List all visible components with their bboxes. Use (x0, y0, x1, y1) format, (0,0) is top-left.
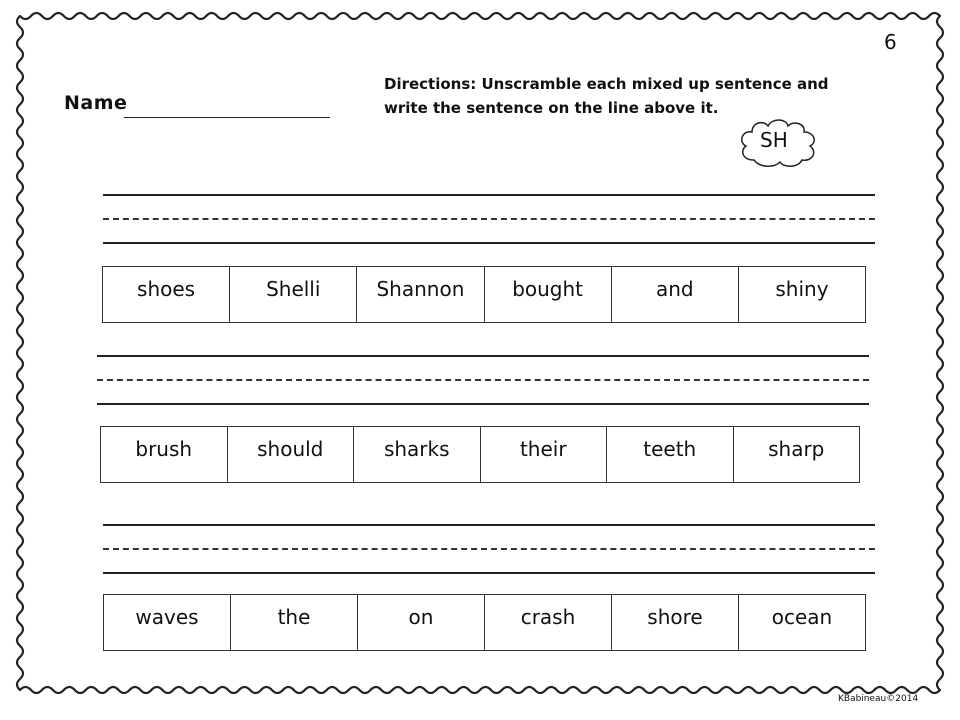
word-card: bought (484, 267, 611, 322)
word-card: Shelli (229, 267, 356, 322)
sentence-3-dashed-midline (103, 548, 875, 550)
word-card: sharp (733, 427, 860, 482)
word-card: waves (135, 605, 199, 629)
word-card: shore (611, 595, 738, 650)
page-number: 6 (884, 30, 897, 54)
word-card: and (611, 267, 738, 322)
word-card: teeth (606, 427, 733, 482)
word-card: their (480, 427, 607, 482)
sentence-1-base-line[interactable] (103, 242, 875, 244)
sentence-2-top-line[interactable] (97, 355, 869, 357)
word-card: ocean (738, 595, 865, 650)
word-card: on (357, 595, 484, 650)
sentence-3-top-line[interactable] (103, 524, 875, 526)
word-card: sharks (353, 427, 480, 482)
word-row-3 (103, 594, 866, 651)
word-card: shoes (137, 277, 196, 301)
sentence-3-base-line[interactable] (103, 572, 875, 574)
word-card: crash (484, 595, 611, 650)
directions-text: Directions: Unscramble each mixed up sentence and write the sentence on the line above it. (384, 75, 829, 117)
word-card: should (227, 427, 354, 482)
copyright-credit: KBabineau©2014 (838, 694, 919, 704)
word-row-2 (100, 426, 860, 483)
sentence-2-dashed-midline (97, 379, 869, 381)
sentence-1-top-line[interactable] (103, 194, 875, 196)
word-card: shiny (738, 267, 865, 322)
name-label: Name (64, 92, 128, 114)
word-row-1 (102, 266, 866, 323)
word-card: brush (135, 437, 193, 461)
sound-label: SH (760, 128, 788, 152)
name-write-line[interactable] (124, 117, 330, 118)
word-card: Shannon (356, 267, 483, 322)
word-card: the (230, 595, 357, 650)
sentence-1-dashed-midline (103, 218, 875, 220)
sentence-2-base-line[interactable] (97, 403, 869, 405)
